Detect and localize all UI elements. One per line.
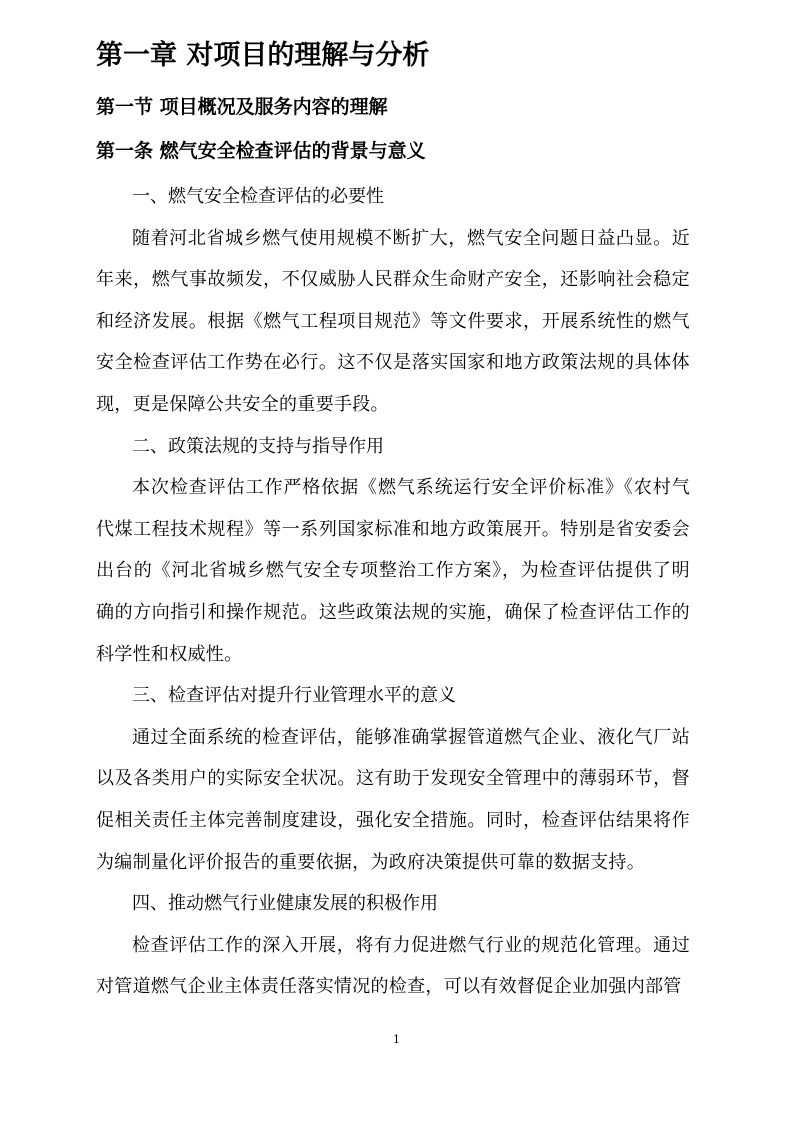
subsection-heading-4: 四、推动燃气行业健康发展的积极作用 xyxy=(132,893,438,915)
document-body xyxy=(96,176,690,1008)
article-title: 第一条 燃气安全检查评估的背景与意义 xyxy=(96,140,426,162)
paragraph-1: 随着河北省城乡燃气使用规模不断扩大，燃气安全问题日益凸显。近年来，燃气事故频发，不仅威胁人民群众生命财产安全，还影响社会稳定和经济发展。根据《燃气工程项目规范》等文件要求，开展系统性的燃气安全检查评估工作势在必行。这不仅是落实国家和地方政策法规的具体体现，更是保障公共安全的重要手段。 xyxy=(96,227,690,415)
subsection-heading-1: 一、燃气安全检查评估的必要性 xyxy=(132,186,384,207)
paragraph-4: 检查评估工作的深入开展，将有力促进燃气行业的规范化管理。通过对管道燃气企业主体责任落实情况的检查，可以有效督促企业加强内部管 xyxy=(96,934,690,998)
page-number: 1 xyxy=(393,1033,400,1046)
chapter-title: 第一章 对项目的理解与分析 xyxy=(96,40,430,71)
paragraph-2: 本次检查评估工作严格依据《燃气系统运行安全评价标准》《农村气代煤工程技术规程》等一系列国家标准和地方政策展开。特别是省安委会出台的《河北省城乡燃气安全专项整治工作方案》，为检查评估提供了明确的方向指引和操作规范。这些政策法规的实施，确保了检查评估工作的科学性和权威性。 xyxy=(96,477,690,665)
subsection-heading-2: 二、政策法规的支持与指导作用 xyxy=(132,435,384,457)
section-title: 第一节 项目概况及服务内容的理解 xyxy=(96,96,388,118)
subsection-heading-3: 三、检查评估对提升行业管理水平的意义 xyxy=(132,685,456,707)
paragraph-3: 通过全面系统的检查评估，能够准确掌握管道燃气企业、液化气厂站以及各类用户的实际安全状况。这有助于发现安全管理中的薄弱环节，督促相关责任主体完善制度建设，强化安全措施。同时，检查评估结果将作为编制量化评价报告的重要依据，为政府决策提供可靠的数据支持。 xyxy=(96,726,690,873)
